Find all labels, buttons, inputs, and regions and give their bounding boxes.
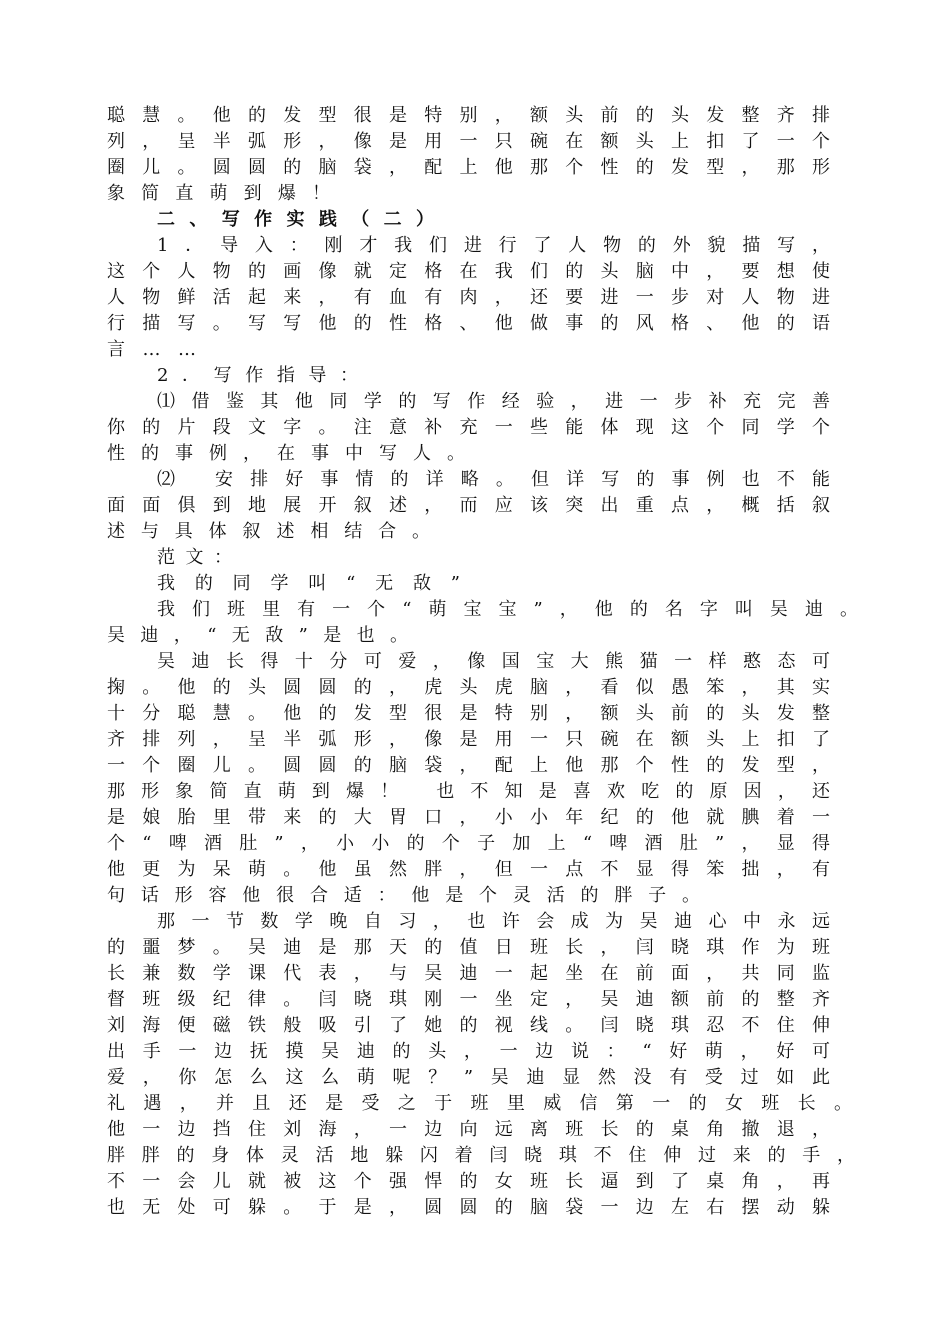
line-text: 刘海便磁铁般吸引了她的视线。闫晓琪忍不住伸 [107, 1015, 848, 1036]
text-line [0, 415, 950, 441]
text-line [0, 623, 950, 649]
text-line [0, 701, 950, 727]
text-line [0, 337, 950, 363]
text-line [0, 1091, 950, 1117]
text-line [0, 155, 950, 181]
text-line [0, 883, 950, 909]
line-text: 督班级纪律。闫晓琪刚一坐定，吴迪额前的整齐 [107, 989, 848, 1010]
text-line [0, 909, 950, 935]
text-line [0, 857, 950, 883]
line-text: 象简直萌到爆！ [107, 183, 347, 204]
line-text: 爱，你怎么这么萌呢？”吴迪显然没有受过如此 [107, 1067, 848, 1088]
line-text: 列，呈半弧形，像是用一只碗在额头上扣了一个 [107, 131, 848, 152]
text-line [0, 987, 950, 1013]
text-line [0, 493, 950, 519]
text-line [0, 363, 950, 389]
text-line [0, 441, 950, 467]
text-line [0, 571, 950, 597]
line-text: 性的事例，在事中写人。 [107, 443, 481, 464]
line-text: 是娘胎里带来的大胃口，小小年纪的他就腆着一 [107, 807, 848, 828]
text-line [0, 545, 950, 571]
line-text: 言…… [107, 339, 214, 360]
line-text: 圈儿。圆圆的脑袋，配上他那个性的发型，那形 [107, 157, 848, 178]
text-line [0, 233, 950, 259]
line-text: 一个圈儿。圆圆的脑袋，配上他那个性的发型， [107, 755, 848, 776]
text-line [0, 727, 950, 753]
line-text: 礼遇，并且还是受之于班里威信第一的女班长。 [107, 1093, 871, 1114]
line-text: 述与具体叙述相结合。 [107, 521, 446, 542]
line-text: 吴迪长得十分可爱，像国宝大熊猫一样憨态可 [157, 651, 847, 672]
line-text: 他更为呆萌。他虽然胖，但一点不显得笨拙，有 [107, 859, 848, 880]
text-line [0, 753, 950, 779]
text-line [0, 935, 950, 961]
text-line [0, 831, 950, 857]
text-line [0, 467, 950, 493]
line-text: 人物鲜活起来，有血有肉，还要进一步对人物进 [107, 287, 848, 308]
line-text: 你的片段文字。注意补充一些能体现这个同学个 [107, 417, 848, 438]
line-text: 我的同学叫“无敌” [157, 573, 480, 594]
line-text: 聪慧。他的发型很是特别，额头前的头发整齐排 [107, 105, 848, 126]
line-text: ⑴借鉴其他同学的写作经验，进一步补充完善 [157, 391, 847, 412]
line-text: 他一边挡住刘海，一边向远离班长的桌角撤退， [107, 1119, 848, 1140]
line-text: 行描写。写写他的性格、他做事的风格、他的语 [107, 313, 848, 334]
line-text: 1．导入：刚才我们进行了人物的外貌描写， [157, 235, 847, 256]
text-line [0, 181, 950, 207]
line-text: 长兼数学课代表，与吴迪一起坐在前面，共同监 [107, 963, 848, 984]
line-text: 2．写作指导： [157, 365, 372, 386]
text-line [0, 649, 950, 675]
text-line [0, 961, 950, 987]
text-line [0, 1065, 950, 1091]
text-line [0, 805, 950, 831]
text-line [0, 597, 950, 623]
line-text: 出手一边抚摸吴迪的头，一边说：“好萌，好可 [107, 1041, 848, 1062]
line-text: 齐排列，呈半弧形，像是用一只碗在额头上扣了 [107, 729, 848, 750]
line-text: 句话形容他很合适：他是个灵活的胖子。 [107, 885, 716, 906]
text-line [0, 259, 950, 285]
line-text: 十分聪慧。他的发型很是特别，额头前的头发整 [107, 703, 848, 724]
line-text: 那形象简直萌到爆！ 也不知是喜欢吃的原因，还 [107, 781, 847, 802]
text-line [0, 519, 950, 545]
text-line [0, 1117, 950, 1143]
line-text: 胖胖的身体灵活地躲闪着闫晓琪不住伸过来的手， [107, 1145, 872, 1166]
text-line [0, 1039, 950, 1065]
line-text: 的噩梦。吴迪是那天的值日班长，闫晓琪作为班 [107, 937, 848, 958]
line-text: 也无处可躲。于是，圆圆的脑袋一边左右摆动躲 [107, 1197, 848, 1218]
text-line [0, 285, 950, 311]
line-text: 我们班里有一个“萌宝宝”，他的名字叫吴迪。 [157, 599, 876, 620]
line-text: 个“啤酒肚”，小小的个子加上“啤酒肚”，显得 [107, 833, 848, 854]
line-text: 吴迪，“无敌”是也。 [107, 625, 424, 646]
text-line [0, 1143, 950, 1169]
text-line [0, 129, 950, 155]
line-text: ⑵ 安排好事情的详略。但详写的事例也不能 [157, 469, 848, 490]
line-text: 不一会儿就被这个强悍的女班长逼到了桌角，再 [107, 1171, 848, 1192]
text-line [0, 675, 950, 701]
line-text: 掬。他的头圆圆的，虎头虎脑，看似愚笨，其实 [107, 677, 848, 698]
text-line [0, 103, 950, 129]
section-heading [0, 207, 950, 233]
line-text: 二、写作实践（二） [157, 209, 449, 230]
line-text: 这个人物的画像就定格在我们的头脑中，要想使 [107, 261, 848, 282]
text-line [0, 389, 950, 415]
text-line [0, 1169, 950, 1195]
text-line [0, 1013, 950, 1039]
line-text: 范文： [157, 547, 243, 568]
text-line [0, 311, 950, 337]
line-text: 面面俱到地展开叙述，而应该突出重点，概括叙 [107, 495, 848, 516]
line-text: 那一节数学晚自习，也许会成为吴迪心中永远 [157, 911, 847, 932]
text-line [0, 1195, 950, 1221]
text-line [0, 779, 950, 805]
